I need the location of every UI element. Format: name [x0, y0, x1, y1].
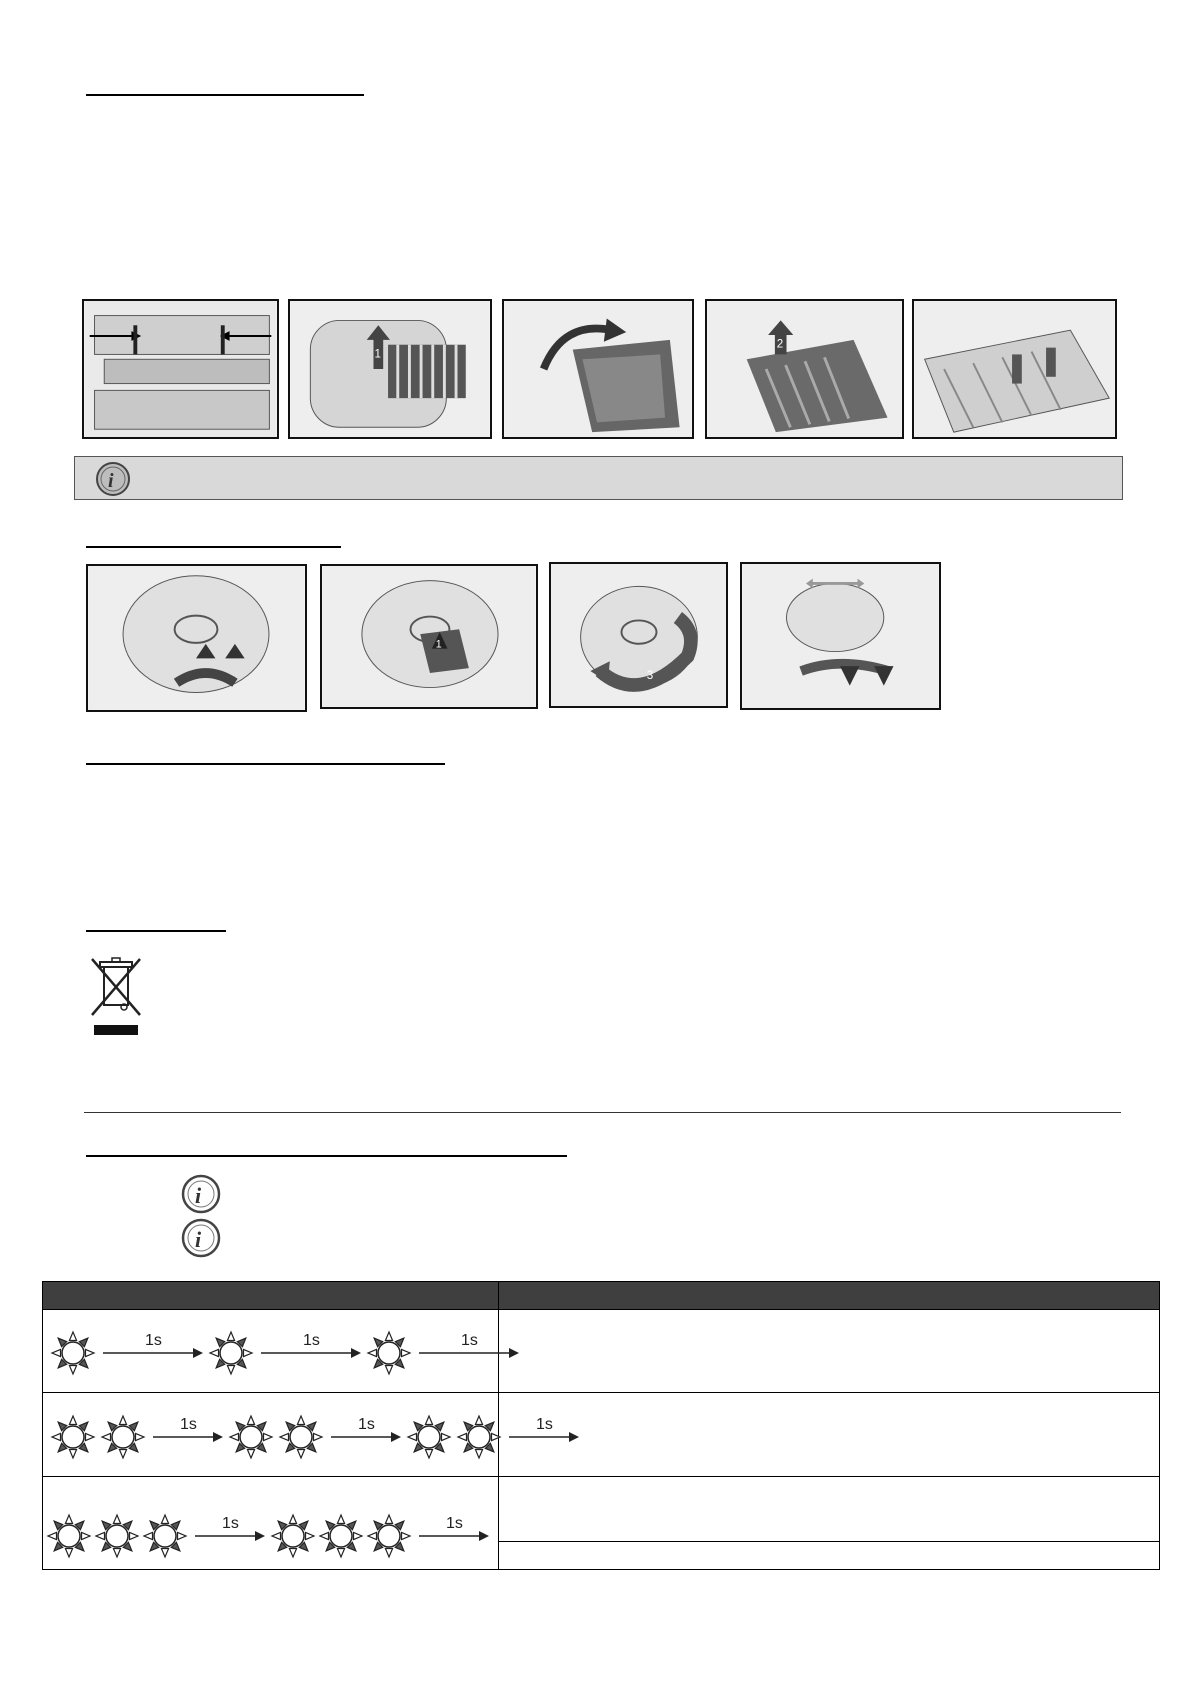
led-pattern-2 [43, 1395, 553, 1475]
interval-label: 1s [180, 1415, 197, 1433]
led-blink-icon [102, 1416, 144, 1458]
table-header-pattern [43, 1282, 499, 1310]
led-blink-icon [408, 1416, 450, 1458]
table-header-row [43, 1282, 1160, 1310]
info-icon [181, 1174, 221, 1214]
interval-label: 1s [303, 1332, 320, 1349]
table-row [43, 1310, 1160, 1393]
led-blink-icon [210, 1332, 252, 1374]
led-pattern-cell [43, 1393, 553, 1477]
interval-arrow [195, 1515, 265, 1541]
illustration-brush-removal-step-2 [705, 299, 904, 439]
led-blink-icon [458, 1416, 500, 1458]
led-blink-icon [144, 1515, 186, 1557]
interval-label: 1s [461, 1332, 478, 1349]
interval-label: 1s [358, 1415, 375, 1433]
svg-text:i: i [108, 470, 114, 492]
illustration-brush-removal-step-1 [288, 299, 492, 439]
table-row [43, 1393, 1160, 1477]
led-signal-table [42, 1281, 1160, 1570]
led-pattern-cell [43, 1310, 499, 1393]
section-heading-underline-2 [86, 546, 341, 548]
illustration-pulley-step-1 [86, 564, 307, 712]
illustration-pulley-step-2 [320, 564, 538, 709]
led-blink-icon [52, 1332, 94, 1374]
svg-text:2: 2 [776, 337, 784, 351]
section-heading-underline-5 [86, 1155, 567, 1157]
interval-label: 1s [536, 1415, 553, 1433]
interval-arrow [153, 1416, 223, 1442]
info-icon [181, 1218, 221, 1258]
interval-arrow [419, 1515, 489, 1541]
led-pattern-3 [43, 1478, 493, 1568]
led-blink-icon [230, 1416, 272, 1458]
section-heading-underline-1 [86, 94, 364, 96]
led-meaning-cell [499, 1542, 1160, 1570]
interval-arrow [331, 1416, 401, 1442]
interval-arrow [103, 1332, 203, 1358]
illustration-pulley-step-3 [549, 562, 728, 708]
svg-text:3: 3 [646, 668, 654, 682]
led-meaning-cell [499, 1310, 1160, 1393]
led-blink-icon [280, 1416, 322, 1458]
led-blink-icon [320, 1515, 362, 1557]
led-blink-icon [272, 1515, 314, 1557]
led-blink-icon [48, 1515, 90, 1557]
section-divider [84, 1112, 1121, 1113]
led-blink-icon [52, 1416, 94, 1458]
illustration-brush-removal-step-b [502, 299, 694, 439]
svg-text:1: 1 [435, 638, 442, 651]
led-blink-icon [368, 1515, 410, 1557]
info-note-bar [74, 456, 1123, 500]
led-meaning-cell [499, 1393, 1160, 1477]
table-header-meaning [499, 1282, 1160, 1310]
led-pattern-1 [43, 1311, 493, 1391]
illustration-brush-removal-step-c [912, 299, 1117, 439]
weee-crossed-bin-icon [86, 955, 146, 1037]
led-meaning-cell [499, 1477, 1160, 1542]
info-icon [95, 461, 131, 497]
illustration-brush-removal-step-a [82, 299, 279, 439]
led-pattern-cell [43, 1477, 499, 1570]
interval-label: 1s [446, 1515, 463, 1532]
svg-text:i: i [195, 1183, 202, 1208]
section-heading-underline-4 [86, 930, 226, 932]
interval-label: 1s [145, 1332, 162, 1349]
svg-text:1: 1 [374, 347, 381, 361]
table-row [43, 1477, 1160, 1542]
interval-label: 1s [222, 1515, 239, 1532]
illustration-pulley-step-4 [740, 562, 941, 710]
interval-arrow [261, 1332, 361, 1358]
led-blink-icon [96, 1515, 138, 1557]
led-blink-icon [368, 1332, 410, 1374]
section-heading-underline-3 [86, 763, 445, 765]
svg-text:i: i [195, 1227, 202, 1252]
